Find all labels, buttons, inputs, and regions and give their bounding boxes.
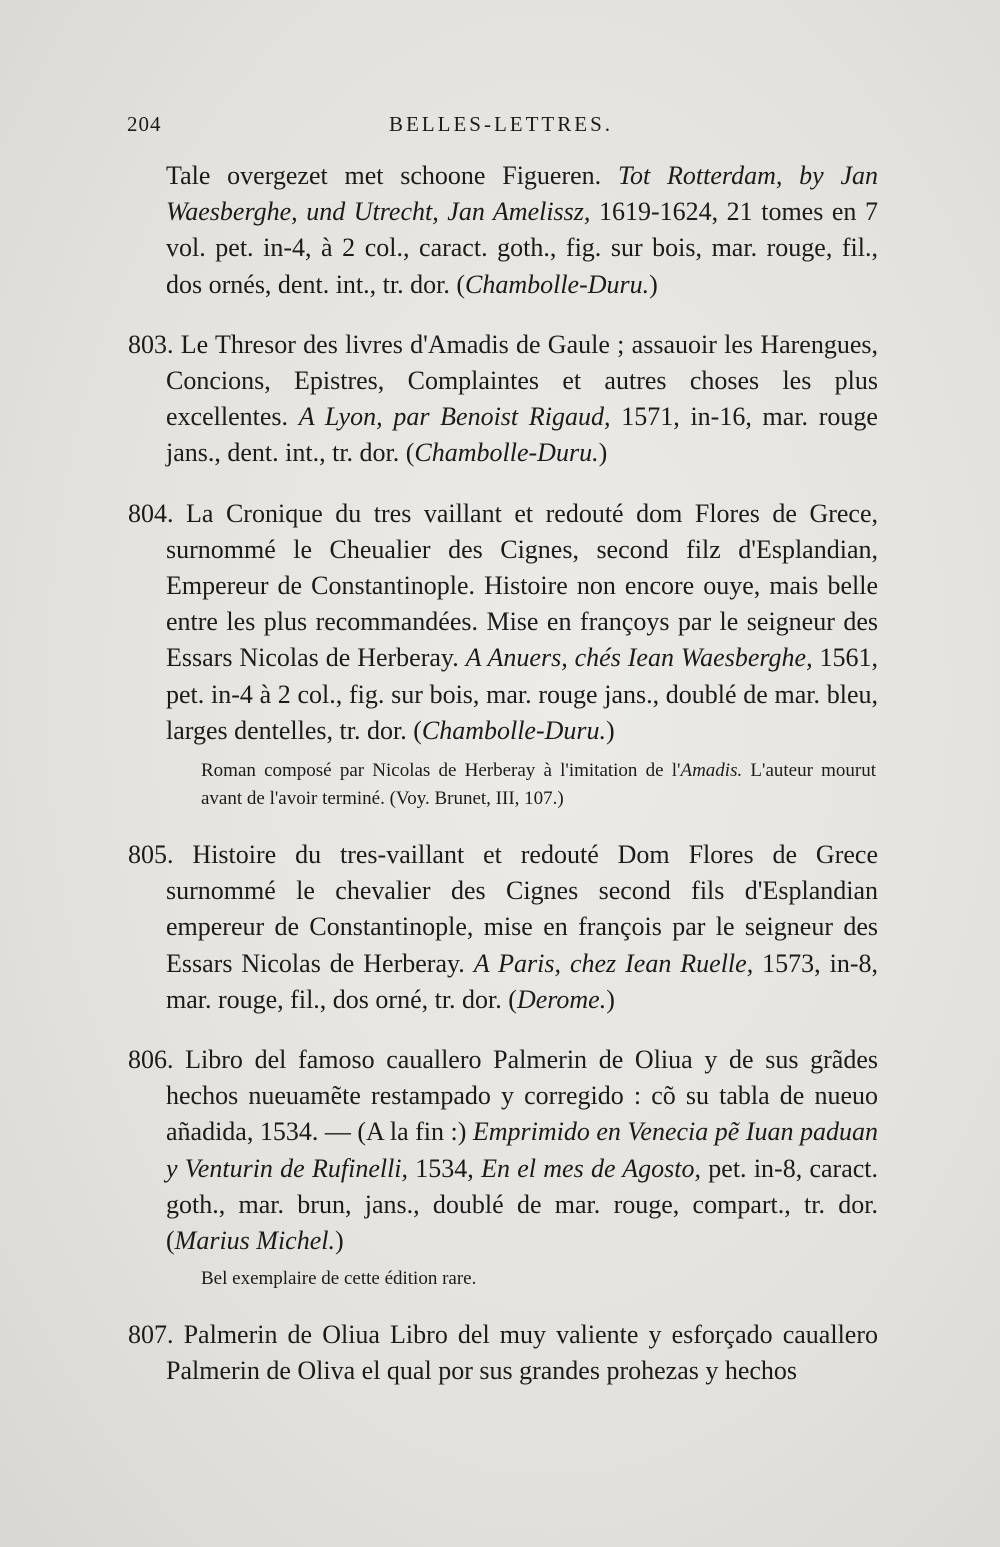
- entry-text: Tale overgezet met schoone Figueren.: [166, 161, 618, 190]
- entry-binder: Chambolle-Duru.: [414, 438, 599, 468]
- entry-binder: Chambolle-Duru.: [421, 715, 607, 745]
- entry-text: 1534,: [408, 1153, 482, 1183]
- entry-text: Le Thresor des livres d'Amadis de Gaule ; assauoir les Harengues, Concions, Epistres, Complaintes et autres choses les plus excellentes.: [166, 329, 878, 432]
- entry-text: 1571, in-16, mar. rouge jans., dent. int., tr. dor. (: [166, 402, 878, 468]
- entry-imprint: A Lyon, par Benoist Rigaud,: [298, 402, 611, 432]
- entry-imprint: A Anuers, chés Iean Waesberghe,: [465, 643, 813, 673]
- entry-number: 807.: [128, 1320, 174, 1350]
- entry-804: [128, 496, 878, 749]
- entry-note: [128, 757, 878, 813]
- page-body: [128, 158, 878, 1390]
- entry-807: [128, 1317, 878, 1389]
- entry-imprint: A Paris, chez Iean Ruelle,: [473, 948, 754, 978]
- entry-imprint: Tot Rotterdam, by Jan Waesberghe, und Utrecht, Jan Amelissz,: [166, 161, 878, 227]
- entry-text: ): [606, 984, 615, 1014]
- entry-text: pet. in-8, caract. goth., mar. brun, jans., doublé de mar. rouge, compart., tr. dor. (: [166, 1153, 879, 1256]
- entry-text: La Cronique du tres vaillant et redouté dom Flores de Grece, surnommé le Cheualier des Cignes, second filz d'Esplandian, Empereur de Constantinople. Histoire non encore ouye, mais belle entre les plus recommandées. Mise en françoys par le seigneur des Essars Nicolas de Herberay.: [166, 498, 878, 673]
- entry-binder: Marius Michel.: [174, 1226, 335, 1256]
- entry-binder: Chambolle-Duru.: [464, 269, 650, 299]
- entry-number: 805.: [128, 840, 174, 870]
- entry-806: [128, 1042, 878, 1259]
- entry-805: [128, 837, 878, 1018]
- entry-continuation: [128, 158, 878, 303]
- page-number: 204: [127, 112, 162, 136]
- entry-imprint: Emprimido en Venecia pẽ Iuan paduan y Venturin de Rufinelli,: [166, 1117, 878, 1183]
- entry-803: [128, 327, 878, 472]
- entry-text: Histoire du tres-vaillant et redouté Dom Flores de Grece surnommé le chevalier des Cignes second fils d'Esplandian empereur de Constantinople, mise en françois par le seigneur des Essars Nicolas de Herberay.: [166, 840, 878, 978]
- entry-binder: Derome.: [516, 984, 607, 1014]
- entry-text: ): [606, 715, 615, 745]
- note-text: Roman composé par Nicolas de Herberay à l'imitation de l': [201, 760, 681, 782]
- entry-text: 1573, in-8, mar. rouge, fil., dos orné, tr. dor. (: [166, 948, 879, 1014]
- entry-number: 803.: [128, 329, 174, 359]
- note-title: Amadis.: [680, 760, 743, 782]
- entry-note: Bel exemplaire de cette édition rare.: [201, 1268, 477, 1290]
- entry-text: ): [598, 438, 608, 468]
- entry-text: 1619-1624, 21 tomes en 7 vol. pet. in-4, à 2 col., caract. goth., fig. sur bois, mar. rouge, fil., dos ornés, dent. int., tr. dor. (: [166, 197, 878, 299]
- page-header: [127, 112, 875, 142]
- running-head: BELLES-LETTRES.: [388, 112, 614, 136]
- entry-text: ): [334, 1226, 344, 1256]
- entry-date: En el mes de Agosto,: [481, 1153, 702, 1183]
- entry-number: 806.: [128, 1045, 174, 1075]
- entry-number: 804.: [128, 498, 174, 528]
- entry-text: Palmerin de Oliua Libro del muy valiente y esforçado cauallero Palmerin de Oliva el qual por sus grandes prohezas y hechos: [166, 1320, 878, 1386]
- entry-text: 1561, pet. in-4 à 2 col., fig. sur bois, mar. rouge jans., doublé de mar. bleu, larges dentelles, tr. dor. (: [166, 643, 879, 745]
- note-text: L'auteur mourut avant de l'avoir terminé. (Voy. Brunet, III, 107.): [201, 760, 876, 810]
- entry-text: Libro del famoso cauallero Palmerin de Oliua y de sus grãdes hechos nueuamẽte restampado y corregido : cõ su tabla de nueuo añadida, 1534. — (A la fin :): [166, 1045, 878, 1147]
- entry-text: ): [649, 269, 658, 299]
